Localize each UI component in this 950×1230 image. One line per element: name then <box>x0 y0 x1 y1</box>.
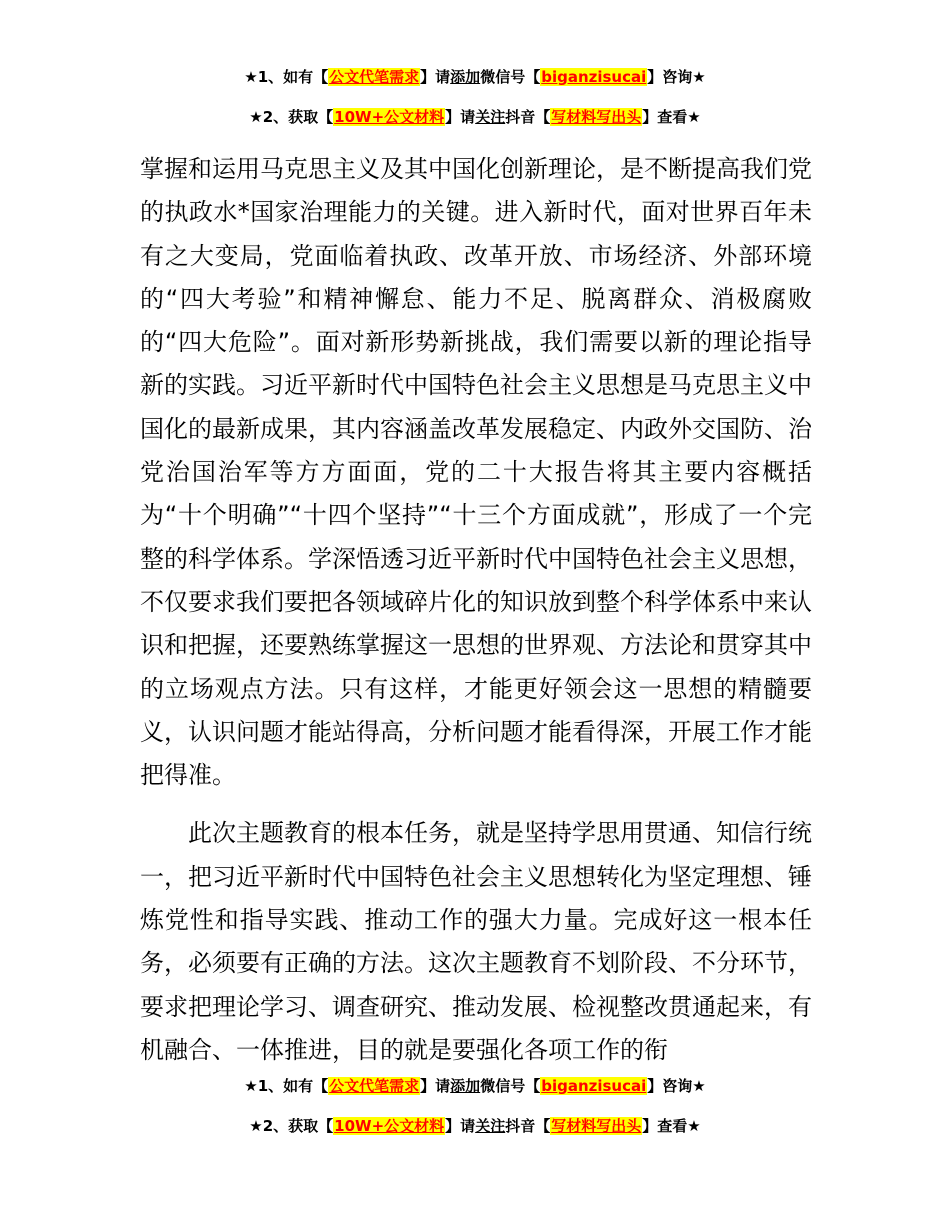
emphasis-follow: 关注 <box>475 108 506 126</box>
highlight-materials: 10W+公文材料 <box>334 108 445 126</box>
banner-text: 抖音【 <box>505 1117 551 1135</box>
banner-text: 2、获取【 <box>262 1117 334 1135</box>
emphasis-follow: 关注 <box>475 1117 506 1135</box>
star-icon: ★ <box>692 68 706 86</box>
paragraph-2: 此次主题教育的根本任务，就是坚持学思用贯通、知信行统一，把习近平新时代中国特色社会主义思想转化为坚定理想、锤炼党性和指导实践、推动工作的强大力量。完成好这一根本任务，必须要有正确的方法。这次主题教育不划阶段、不分环节，要求把理论学习、调查研究、推动发展、检视整改贯通起来，有机融合、一体推进，目的就是要强化各项工作的衔 <box>140 819 812 1064</box>
star-icon: ★ <box>244 1077 258 1095</box>
star-icon: ★ <box>249 108 263 126</box>
highlight-wechat-id: biganzisucai <box>541 1077 647 1095</box>
header-banner-line-1 <box>0 67 950 87</box>
banner-text: 】咨询 <box>647 68 693 86</box>
banner-text: 】查看 <box>642 1117 688 1135</box>
star-icon: ★ <box>687 1117 701 1135</box>
paragraph-1: 掌握和运用马克思主义及其中国化创新理论，是不断提高我们党的执政水*国家治理能力的关键。进入新时代，面对世界百年未有之大变局，党面临着执政、改革开放、市场经济、外部环境的“四大考验”和精神懈怠、能力不足、脱离群众、消极腐败的“四大危险”。面对新形势新挑战，我们需要以新的理论指导新的实践。习近平新时代中国特色社会主义思想是马克思主义中国化的最新成果，其内容涵盖改革发展稳定、内政外交国防、治党治国治军等方方面面，党的二十大报告将其主要内容概括为“十个明确”“十四个坚持”“十三个方面成就”，形成了一个完整的科学体系。学深悟透习近平新时代中国特色社会主义思想，不仅要求我们要把各领域碎片化的知识放到整个科学体系中来认识和把握，还要熟练掌握这一思想的世界观、方法论和贯穿其中的立场观点方法。只有这样，才能更好领会这一思想的精髓要义，认识问题才能站得高，分析问题才能看得深，开展工作才能把得准。 <box>140 155 812 790</box>
highlight-douyin-account: 写材料写出头 <box>551 108 642 126</box>
banner-text: 】查看 <box>642 108 688 126</box>
emphasis-add: 添加 <box>450 1077 481 1095</box>
highlight-service: 公文代笔需求 <box>329 1077 420 1095</box>
highlight-materials: 10W+公文材料 <box>334 1117 445 1135</box>
star-icon: ★ <box>687 108 701 126</box>
banner-text: 抖音【 <box>505 108 551 126</box>
banner-text: 】请 <box>445 108 476 126</box>
header-banner-line-2 <box>0 107 950 127</box>
star-icon: ★ <box>692 1077 706 1095</box>
banner-text: 】请 <box>420 1077 451 1095</box>
highlight-douyin-account: 写材料写出头 <box>551 1117 642 1135</box>
banner-text: 】请 <box>445 1117 476 1135</box>
footer-banner-line-2 <box>0 1116 950 1136</box>
banner-text: 微信号【 <box>480 1077 541 1095</box>
emphasis-add: 添加 <box>450 68 481 86</box>
banner-text: 1、如有【 <box>257 1077 329 1095</box>
highlight-wechat-id: biganzisucai <box>541 68 647 86</box>
banner-text: 微信号【 <box>480 68 541 86</box>
star-icon: ★ <box>249 1117 263 1135</box>
footer-banner-line-1 <box>0 1076 950 1096</box>
highlight-service: 公文代笔需求 <box>329 68 420 86</box>
banner-text: 】请 <box>420 68 451 86</box>
banner-text: 2、获取【 <box>262 108 334 126</box>
banner-text: 】咨询 <box>647 1077 693 1095</box>
document-body <box>140 148 812 1072</box>
star-icon: ★ <box>244 68 258 86</box>
banner-text: 1、如有【 <box>257 68 329 86</box>
